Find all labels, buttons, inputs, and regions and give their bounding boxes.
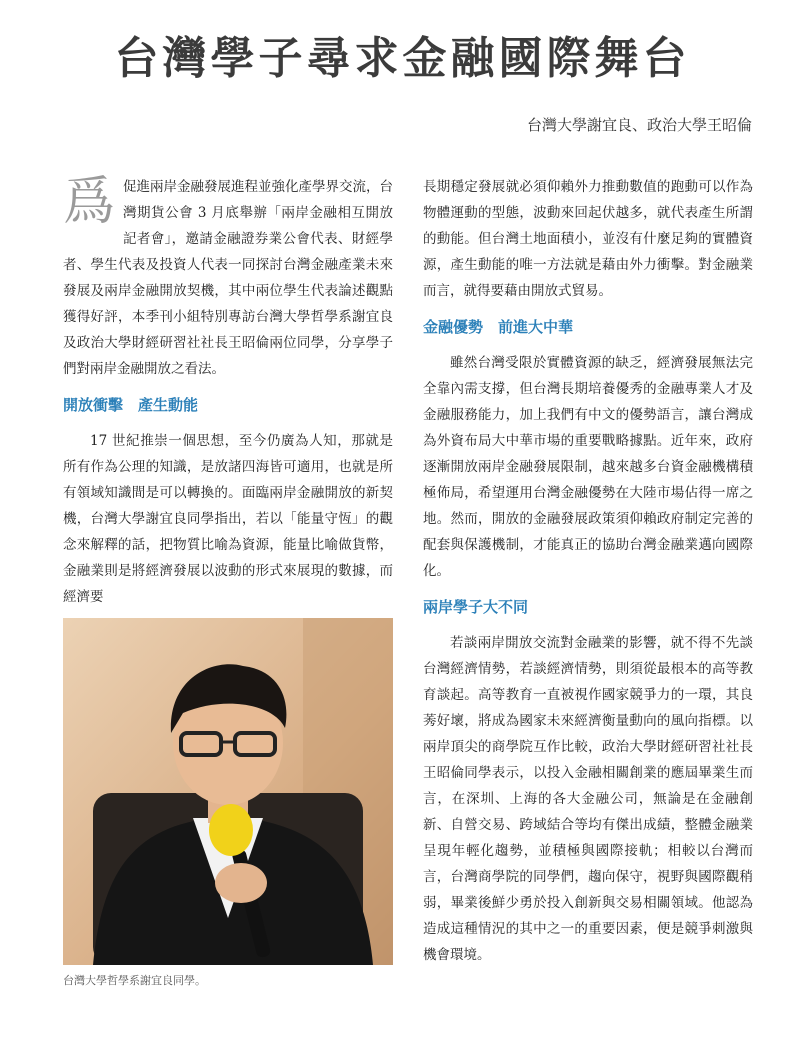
author-byline: 台灣大學謝宜良、政治大學王昭倫 bbox=[526, 116, 752, 134]
student-portrait-illustration bbox=[63, 618, 393, 965]
body-paragraph-3: 若談兩岸開放交流對金融業的影響，就不得不先談台灣經濟情勢，若談經濟情勢，則須從最根本的高等教育談起。高等教育一直被視作國家競爭力的一環，其良莠好壞，將成為國家未來經濟衡量動向的風向指標。以兩岸頂尖的商學院互作比較，政治大學財經研習社社長王昭倫同學表示，以投入金融相關創業的應屆畢業生而言，在深圳、上海的各大金融公司，無論是在金融創新、自營交易、跨域結合等均有傑出成績，整體金融業呈現年輕化趨勢，並積極與國際接軌；相較以台灣而言，台灣商學院的同學們，趨向保守，視野與國際觀稍弱，畢業後鮮少勇於投入創新與交易相關領域。他認為造成這種情況的其中之一的重要因素，便是競爭刺激與機會環境。 bbox=[423, 635, 753, 963]
section-heading-student-differences: 兩岸學子大不同 bbox=[423, 598, 529, 616]
body-paragraph-2: 雖然台灣受限於實體資源的缺乏，經濟發展無法完全靠內需支撐，但台灣長期培養優秀的金融專業人才及金融服務能力，加上我們有中文的優勢語言，讓台灣成為外資布局大中華市場的重要戰略據點。近年來，政府逐漸開放兩岸金融發展限制，越來越多台資金融機構積極佈局，希望運用台灣金融優勢在大陸市場佔得一席之地。然而，開放的金融發展政策須仰賴政府制定完善的配套與保護機制，才能真正的協助台灣金融業邁向國際化。 bbox=[423, 355, 753, 579]
article-title: 台灣學子尋求金融國際舞台 bbox=[114, 33, 691, 84]
section-heading-financial-advantage: 金融優勢 前進大中華 bbox=[423, 318, 574, 336]
body-paragraph-continued: 長期穩定發展就必須仰賴外力推動數值的跑動可以作為物體運動的型態，波動來回起伏越多，就代表產生所謂的動能。但台灣土地面積小，並沒有什麼足夠的實體資源，產生動能的唯一方法就是藉由外力衝擊。對金融業而言，就得要藉由開放式貿易。 bbox=[423, 179, 753, 299]
intro-text: 促進兩岸金融發展進程並強化產學界交流，台灣期貨公會 3 月底舉辦「兩岸金融相互開放記者會」，邀請金融證券業公會代表、財經學者、學生代表及投資人代表一同探討台灣金融產業未來發展及兩岸金融開放契機，其中兩位學生代表論述觀點獲得好評，本季刊小組特別專訪台灣大學哲學系謝宜良及政治大學財經研習社社長王昭倫兩位同學，分享學子們對兩岸金融開放之看法。 bbox=[63, 179, 394, 377]
left-column bbox=[63, 174, 393, 610]
body-paragraph-1: 17 世紀推崇一個思想，至今仍廣為人知，那就是所有作為公理的知識，是放諸四海皆可適用，也就是所有領域知識間是可以轉換的。面臨兩岸金融開放的新契機，台灣大學謝宜良同學指出，若以「能量守恆」的觀念來解釋的話，把物質比喻為資源，能量比喻做貨幣，金融業則是將經濟發展以波動的形式來展現的數據，而經濟要 bbox=[63, 433, 393, 605]
student-photo bbox=[63, 618, 393, 965]
intro-paragraph bbox=[63, 174, 393, 382]
photo-caption: 台灣大學哲學系謝宜良同學。 bbox=[63, 974, 206, 987]
right-column bbox=[423, 174, 753, 968]
dropcap-character: 爲 bbox=[63, 172, 116, 232]
section-heading-open-impact: 開放衝擊 產生動能 bbox=[63, 396, 199, 414]
